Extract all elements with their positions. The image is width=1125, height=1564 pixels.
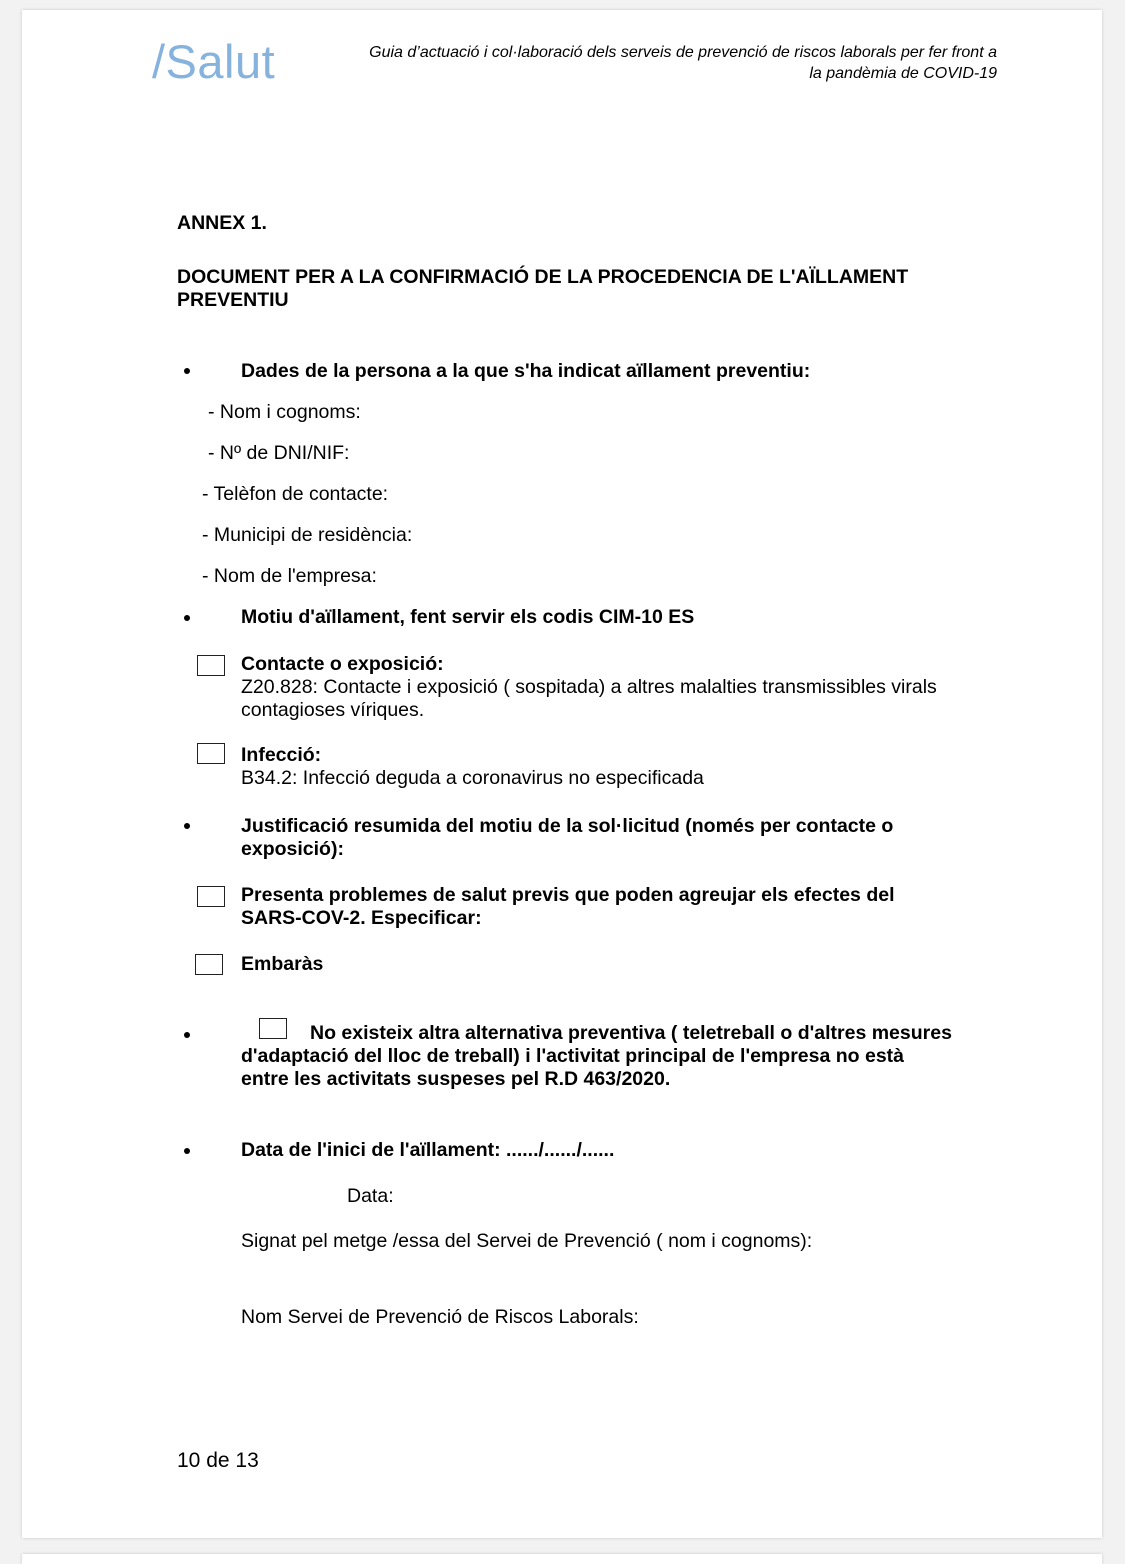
contact-checkbox[interactable] xyxy=(197,655,225,676)
bullet-icon xyxy=(184,823,194,833)
health-problems-line1: Presenta problemes de salut previs que poden agreujar els efectes del xyxy=(241,884,895,906)
infection-option-line1: B34.2: Infecció deguda a coronavirus no especificada xyxy=(241,767,704,789)
health-problems-checkbox[interactable] xyxy=(197,886,225,907)
bullet-icon xyxy=(184,1148,194,1158)
no-alternative-line1: No existeix altra alternativa preventiva ( teletreball o d'altres mesures xyxy=(310,1022,952,1044)
field-name: - Nom i cognoms: xyxy=(208,401,361,423)
guide-header xyxy=(337,42,997,84)
next-page-edge xyxy=(22,1554,1102,1564)
document-title xyxy=(177,266,997,312)
guide-header-line2: la pandèmia de COVID-19 xyxy=(809,65,997,82)
contact-option-line2: contagioses víriques. xyxy=(241,699,425,721)
signed-by-label: Signat pel metge /essa del Servei de Prevenció ( nom i cognoms): xyxy=(241,1230,813,1252)
justification-line2: exposició): xyxy=(241,838,344,860)
health-problems-line2: SARS-COV-2. Especificar: xyxy=(241,907,482,929)
person-section-heading: Dades de la persona a la que s'ha indicat aïllament preventiu: xyxy=(241,360,811,382)
page-number: 10 de 13 xyxy=(177,1449,259,1472)
infection-checkbox[interactable] xyxy=(197,743,225,764)
guide-header-line1: Guia d’actuació i col·laboració dels serveis de prevenció de riscos laborals per fer front a xyxy=(369,44,997,61)
annex-title: ANNEX 1. xyxy=(177,212,267,234)
bullet-icon xyxy=(184,1032,194,1042)
infection-option xyxy=(241,744,1001,790)
pregnancy-label: Embaràs xyxy=(241,953,324,975)
document-title-line2: PREVENTIU xyxy=(177,289,289,311)
no-alternative-option xyxy=(241,1022,1001,1091)
no-alternative-line2: d'adaptació del lloc de treball) i l'activitat principal de l'empresa no està xyxy=(241,1045,905,1067)
date-label: Data: xyxy=(347,1185,394,1207)
field-phone: - Telèfon de contacte: xyxy=(202,483,389,505)
isolation-start-date: Data de l'inici de l'aïllament: ....../....../...... xyxy=(241,1139,615,1161)
field-company: - Nom de l'empresa: xyxy=(202,565,377,587)
no-alternative-line3: entre les activitats suspeses pel R.D 463/2020. xyxy=(241,1068,671,1090)
service-name-label: Nom Servei de Prevenció de Riscos Laborals: xyxy=(241,1306,639,1328)
health-problems-option xyxy=(241,884,1001,930)
justification-heading xyxy=(241,815,1001,861)
bullet-icon xyxy=(184,368,194,378)
field-municipality: - Municipi de residència: xyxy=(202,524,413,546)
field-dni: - Nº de DNI/NIF: xyxy=(208,442,350,464)
contact-option-title: Contacte o exposició: xyxy=(241,653,444,675)
infection-option-title: Infecció: xyxy=(241,744,322,766)
contact-option xyxy=(241,653,1001,722)
contact-option-line1: Z20.828: Contacte i exposició ( sospitada) a altres malalties transmissibles virals xyxy=(241,676,937,698)
justification-line1: Justificació resumida del motiu de la sol·licitud (només per contacte o xyxy=(241,815,894,837)
bullet-icon xyxy=(184,615,194,625)
salut-logo: /Salut xyxy=(152,35,276,88)
document-title-line1: DOCUMENT PER A LA CONFIRMACIÓ DE LA PROCEDENCIA DE L'AÏLLAMENT xyxy=(177,266,909,288)
reason-section-heading: Motiu d'aïllament, fent servir els codis CIM-10 ES xyxy=(241,606,695,628)
pregnancy-checkbox[interactable] xyxy=(195,954,223,975)
